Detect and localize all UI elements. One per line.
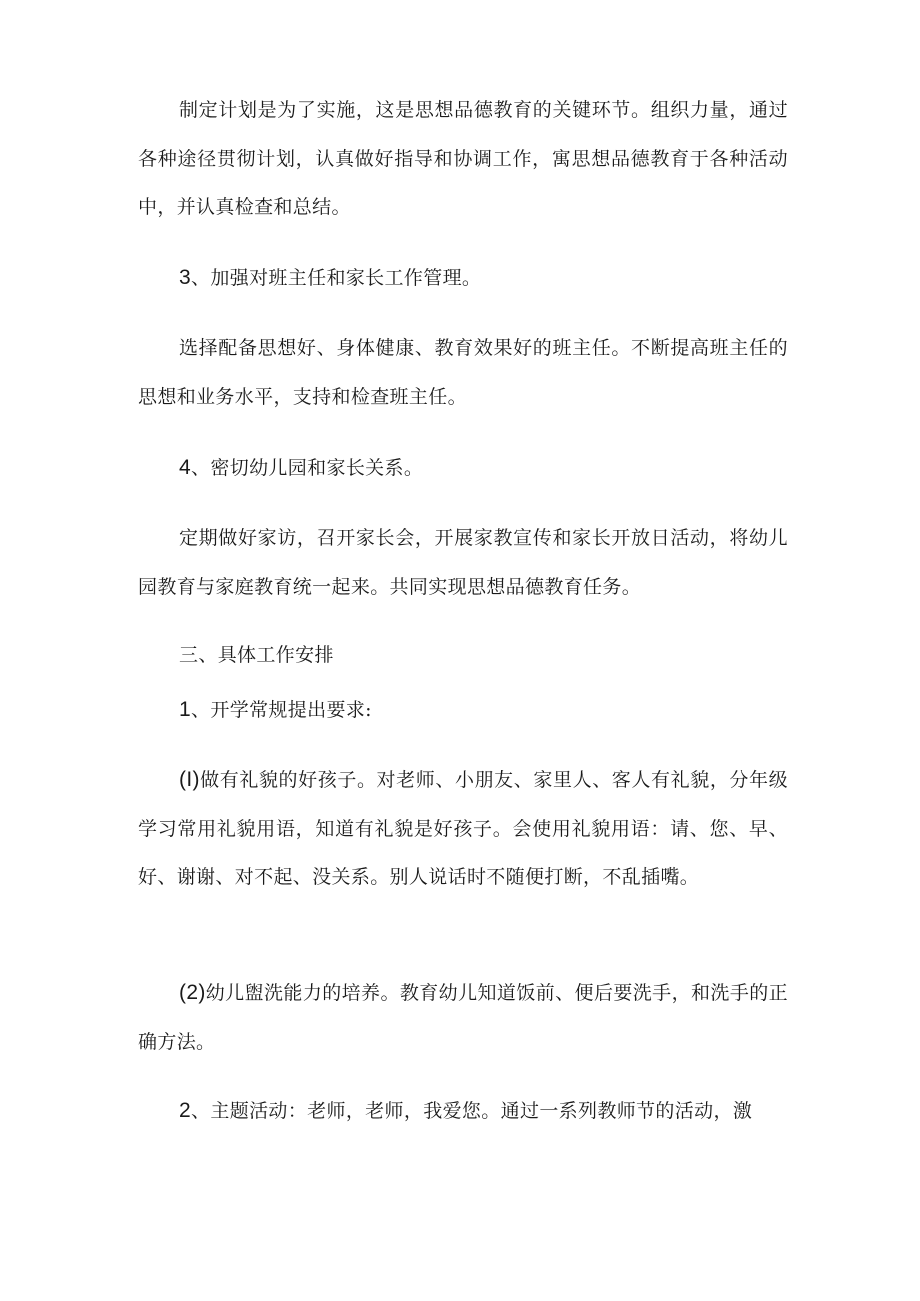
paragraph-text: 选择配备思想好、身体健康、教育效果好的班主任。不断提高班主任的思想和业务水平，支持和检查班主任。 bbox=[138, 337, 788, 408]
paragraph-text: 定期做好家访，召开家长会，开展家教宣传和家长开放日活动，将幼儿园教育与家庭教育统一起来。共同实现思想品德教育任务。 bbox=[138, 527, 788, 598]
paragraph-text: 做有礼貌的好孩子。对老师、小朋友、家里人、客人有礼貌，分年级学习常用礼貌用语，知道有礼貌是好孩子。会使用礼貌用语：请、您、早、好、谢谢、对不起、没关系。别人说话时不随便打断，不乱插嘴。 bbox=[138, 769, 788, 888]
paragraph-polite-child bbox=[138, 756, 788, 902]
heading-text: 、加强对班主任和家长工作管理。 bbox=[191, 267, 482, 289]
paragraph-plan-implementation bbox=[138, 86, 788, 232]
heading-opening-requirements bbox=[179, 686, 799, 734]
heading-number: 3 bbox=[179, 266, 192, 289]
heading-text: 、主题活动：老师，老师，我爱您。通过一系列教师节的活动，激 bbox=[191, 1100, 753, 1122]
paragraph-text: 制定计划是为了实施，这是思想品德教育的关键环节。组织力量，通过各种途径贯彻计划，认真做好指导和协调工作，寓思想品德教育于各种活动中，并认真检查和总结。 bbox=[138, 99, 788, 218]
heading-text: 、密切幼儿园和家长关系。 bbox=[191, 457, 424, 479]
heading-number: 1 bbox=[179, 698, 192, 721]
heading-text: 三、具体工作安排 bbox=[179, 644, 334, 666]
section-heading-work-arrangement bbox=[179, 631, 799, 679]
paragraph-home-visits bbox=[138, 514, 788, 611]
heading-number: 4 bbox=[179, 456, 192, 479]
heading-number: 2 bbox=[179, 1099, 192, 1122]
heading-teacher-parent-management bbox=[179, 254, 799, 302]
heading-kindergarten-parent-relations bbox=[179, 444, 799, 492]
item-number: (I) bbox=[179, 768, 200, 791]
paragraph-select-teachers bbox=[138, 324, 788, 421]
heading-text: 、开学常规提出要求: bbox=[191, 699, 372, 721]
item-number: (2) bbox=[179, 981, 206, 1004]
heading-theme-activity bbox=[179, 1087, 799, 1135]
paragraph-washing-ability bbox=[138, 969, 788, 1066]
paragraph-text: 幼儿盥洗能力的培养。教育幼儿知道饭前、便后要洗手，和洗手的正确方法。 bbox=[138, 982, 788, 1053]
